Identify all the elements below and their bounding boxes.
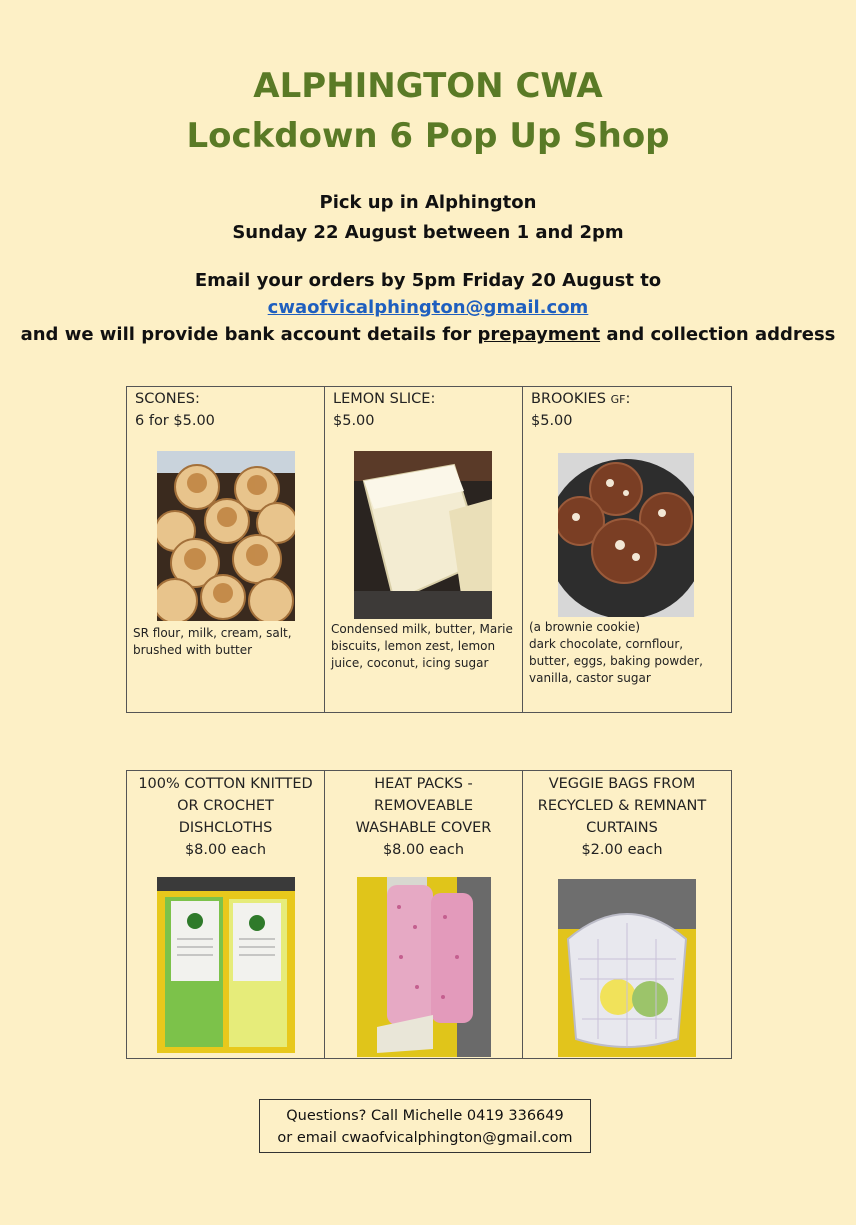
item-description: SR flour, milk, cream, salt, brushed with butter <box>133 626 292 657</box>
item-title-line: WASHABLE COVER <box>355 820 492 836</box>
item-name: LEMON SLICE: <box>333 391 436 407</box>
food-item-scones <box>127 387 325 712</box>
contact-phone: Questions? Call Michelle 0419 336649 <box>286 1108 564 1124</box>
item-title <box>523 773 721 861</box>
pickup-location: Pick up in Alphington <box>319 192 537 213</box>
pickup-time: Sunday 22 August between 1 and 2pm <box>232 222 624 243</box>
page-title: ALPHINGTON CWA <box>253 66 603 106</box>
item-title-line: VEGGIE BAGS FROM <box>548 776 696 792</box>
item-title-line: OR CROCHET <box>177 798 274 814</box>
item-title-line: REMOVEABLE <box>373 798 474 814</box>
item-price: $8.00 each <box>184 842 267 858</box>
item-title-line: DISHCLOTHS <box>178 820 273 836</box>
scones-photo-icon <box>157 451 295 621</box>
payment-info-text-1: and we will provide bank account details for <box>20 324 478 345</box>
contact-email: or email cwaofvicalphington@gmail.com <box>277 1130 573 1146</box>
item-title-line: CURTAINS <box>586 820 658 836</box>
item-price: $5.00 <box>531 413 573 429</box>
gluten-free-tag: GF <box>610 393 626 406</box>
veggie-bag-photo-icon <box>558 879 696 1057</box>
food-item-brookies <box>523 387 721 712</box>
item-title-line: 100% COTTON KNITTED <box>138 776 313 792</box>
craft-item-veggie-bags <box>523 771 721 1058</box>
dishcloths-photo-icon <box>157 877 295 1053</box>
item-price: $8.00 each <box>382 842 465 858</box>
order-email-link[interactable]: cwaofvicalphington@gmail.com <box>267 297 589 318</box>
item-name <box>531 391 630 407</box>
page-subtitle: Lockdown 6 Pop Up Shop <box>186 116 670 156</box>
craft-item-dishcloths <box>127 771 325 1058</box>
item-description: dark chocolate, cornflour, butter, eggs, baking powder, vanilla, castor sugar <box>529 637 703 685</box>
food-items-table <box>126 386 732 713</box>
craft-item-heat-packs <box>325 771 523 1058</box>
item-price: 6 for $5.00 <box>135 413 215 429</box>
item-name-colon: : <box>625 391 631 407</box>
item-description-note: (a brownie cookie) <box>529 620 641 634</box>
payment-info <box>0 324 856 345</box>
order-deadline: Email your orders by 5pm Friday 20 August to <box>194 270 662 291</box>
payment-info-text-2: and collection address <box>600 324 836 345</box>
item-title <box>127 773 324 861</box>
order-email-line <box>0 297 856 318</box>
lemon-slice-photo-icon <box>354 451 492 619</box>
item-title-line: RECYCLED & REMNANT <box>537 798 707 814</box>
payment-info-prepayment: prepayment <box>477 324 601 345</box>
heat-packs-photo-icon <box>357 877 491 1057</box>
item-price: $5.00 <box>333 413 375 429</box>
item-description: Condensed milk, butter, Marie biscuits, lemon zest, lemon juice, coconut, icing sugar <box>331 622 513 670</box>
food-item-lemon-slice <box>325 387 523 712</box>
item-title-line: HEAT PACKS - <box>374 776 473 792</box>
item-title <box>325 773 522 861</box>
item-price: $2.00 each <box>581 842 663 858</box>
item-name-text: BROOKIES <box>531 391 611 407</box>
craft-items-table <box>126 770 732 1059</box>
contact-box <box>259 1099 591 1153</box>
item-name: SCONES: <box>135 391 200 407</box>
brookies-photo-icon <box>558 453 694 617</box>
